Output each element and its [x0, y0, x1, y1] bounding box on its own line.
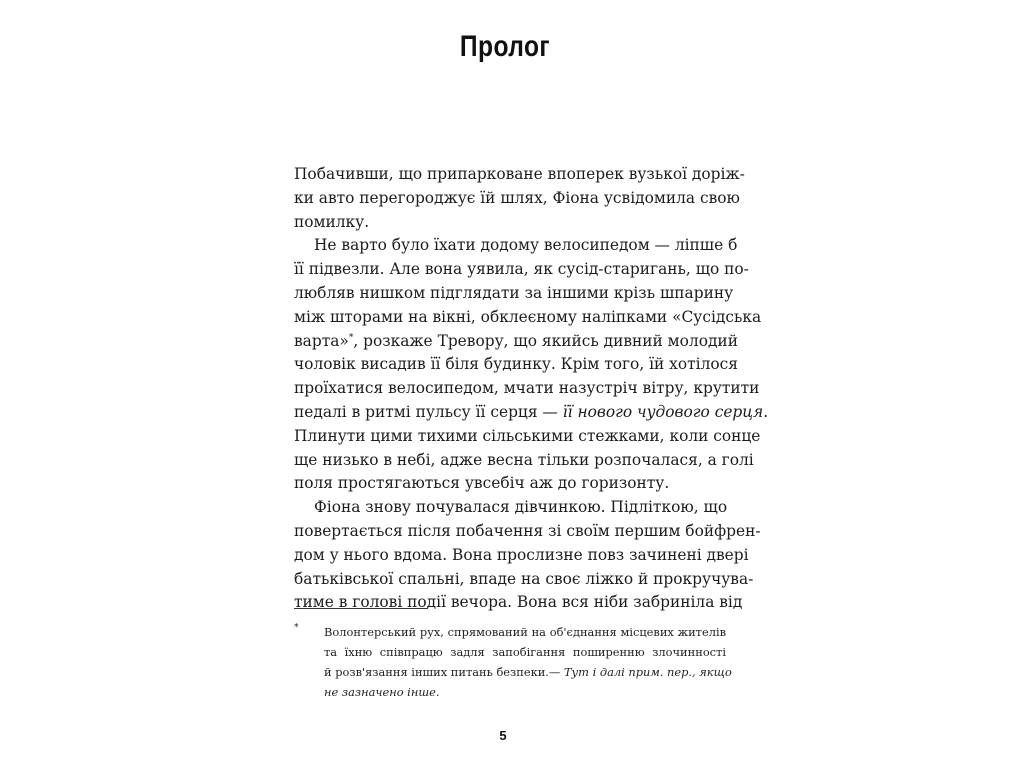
text-line: проїхатися велосипедом, мчати назустріч вітру, крутити: [294, 379, 760, 398]
italic-fragment: Тут і далі прим. пер., якщо: [563, 665, 732, 679]
text-line: батьківської спальні, впаде на своє ліжко й прокручува-: [294, 569, 754, 588]
page-number: 5: [499, 728, 507, 743]
text-line: тиме в голові події вечора. Вона вся ніби забриніла від: [294, 593, 743, 612]
footnote-line: Волонтерський рух, спрямований на об'єднання місцевих жителів: [324, 625, 726, 639]
text-line: Не варто було їхати додому велосипедом — ліпше б: [314, 236, 738, 255]
text-line: Плинути цими тихими сільськими стежками, коли сонце: [294, 426, 761, 445]
text-line-with-footnote: [294, 330, 738, 354]
paragraph: [294, 496, 761, 615]
text-line-with-italic: [294, 401, 769, 425]
footnote: [294, 622, 732, 702]
footnote-text: [324, 622, 732, 702]
text-line: між шторами на вікні, обклеєному наліпками «Сусідська: [294, 307, 762, 326]
text-line: її підвезли. Але вона уявила, як сусід-старигань, що по-: [294, 260, 749, 279]
chapter-title: Пролог: [459, 30, 551, 63]
text-fragment: педалі в ритмі пульсу її серця —: [294, 402, 563, 421]
body-text: [294, 163, 769, 615]
text-line: помилку.: [294, 212, 370, 231]
paragraph: [294, 234, 769, 496]
footnote-marker: *: [294, 623, 299, 633]
footnote-line: та їхню співпрацю задля запобігання поширенню злочинності: [324, 645, 726, 659]
text-fragment: й розв'язання інших питань безпеки.—: [324, 665, 564, 679]
footnote-line: не зазначено інше.: [324, 685, 440, 699]
footnote-line-with-italic: [324, 662, 732, 682]
text-line: чоловік висадив її біля будинку. Крім того, їй хотілося: [294, 355, 738, 374]
text-line: Фіона знову почувалася дівчинкою. Підліткою, що: [314, 498, 728, 517]
footnote-marker: *: [348, 332, 354, 343]
paragraph: [294, 163, 745, 234]
text-line: поля простягаються увсебіч аж до горизонту.: [294, 474, 670, 493]
text-line: дом у нього вдома. Вона прослизне повз зачинені двері: [294, 545, 749, 564]
text-line: Побачивши, що припарковане впоперек вузької доріж-: [294, 165, 745, 183]
text-fragment: варта»: [294, 331, 349, 350]
text-line: любляв нишком підглядати за іншими крізь шпарину: [294, 283, 734, 302]
footnote-divider: [294, 608, 427, 609]
text-fragment: .: [763, 402, 769, 421]
italic-fragment: її нового чудового серця: [562, 402, 764, 421]
text-line: ки авто перегороджує їй шлях, Фіона усвідомила свою: [294, 188, 740, 207]
text-line: повертається після побачення зі своїм першим бойфрен-: [294, 521, 761, 540]
text-fragment: , розкаже Тревору, що якийсь дивний молодий: [353, 331, 738, 350]
text-line: ще низько в небі, адже весна тільки розпочалася, а голі: [294, 450, 754, 469]
